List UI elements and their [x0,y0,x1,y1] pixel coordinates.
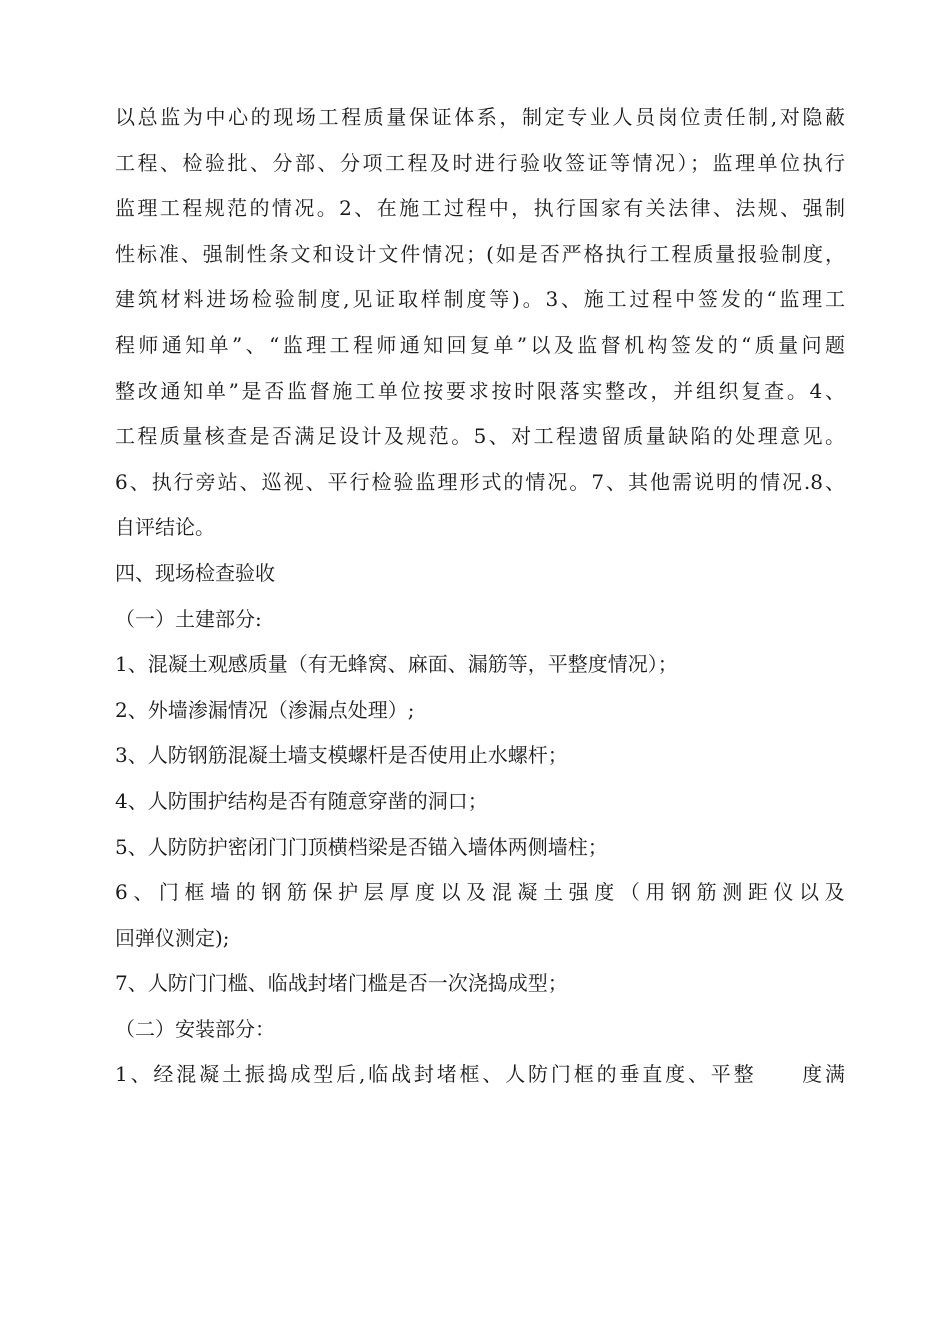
paragraph-line: 以总监为中心的现场工程质量保证体系，制定专业人员岗位责任制,对隐蔽 [115,105,845,129]
subsection-heading: （二）安装部分： [115,1016,275,1041]
subsection-heading: （一）土建部分: [115,606,262,631]
list-item: 4、人防围护结构是否有随意穿凿的洞口； [115,788,488,813]
list-item: 3、人防钢筋混凝土墙支模螺杆是否使用止水螺杆； [115,743,568,768]
paragraph-line: 工程、检验批、分部、分项工程及时进行验收签证等情况）；监理单位执行 [115,150,845,175]
document-body [115,95,845,1098]
list-item: 5、人防防护密闭门门顶横档梁是否锚入墙体两侧墙柱； [115,834,608,859]
paragraph-line: 工程质量核查是否满足设计及规范。5、对工程遗留质量缺陷的处理意见。 [115,424,845,449]
list-item: 6、门框墙的钢筋保护层厚度以及混凝土强度（用钢筋测距仪以及 [115,880,845,905]
paragraph-line: 6、执行旁站、巡视、平行检验监理形式的情况。7、其他需说明的情况.8、 [115,469,845,494]
list-item: 7、人防门门槛、临战封堵门槛是否一次浇捣成型； [115,971,568,996]
list-item: 1、经混凝土振捣成型后,临战封堵框、人防门框的垂直度、平整 度满 [115,1062,845,1087]
paragraph-line: 监理工程规范的情况。2、在施工过程中，执行国家有关法律、法规、强制 [115,196,845,221]
list-item: 1、混凝土观感质量（有无蜂窝、麻面、漏筋等，平整度情况）； [115,652,678,677]
paragraph-line: 整改通知单”是否监督施工单位按要求按时限落实整改，并组织复查。4、 [115,378,845,403]
paragraph-line: 性标准、强制性条文和设计文件情况；(如是否严格执行工程质量报验制度， [115,241,845,266]
list-item: 2、外墙渗漏情况（渗漏点处理）; [115,697,415,722]
section-heading: 四、现场检查验收 [115,560,275,585]
paragraph-line: 建筑材料进场检验制度,见证取样制度等)。3、施工过程中签发的“监理工 [115,287,845,312]
paragraph-line: 程师通知单”、“监理工程师通知回复单”以及监督机构签发的“质量问题 [115,332,845,357]
list-item-continuation: 回弹仪测定); [115,925,230,950]
paragraph-line: 自评结论。 [115,515,215,540]
